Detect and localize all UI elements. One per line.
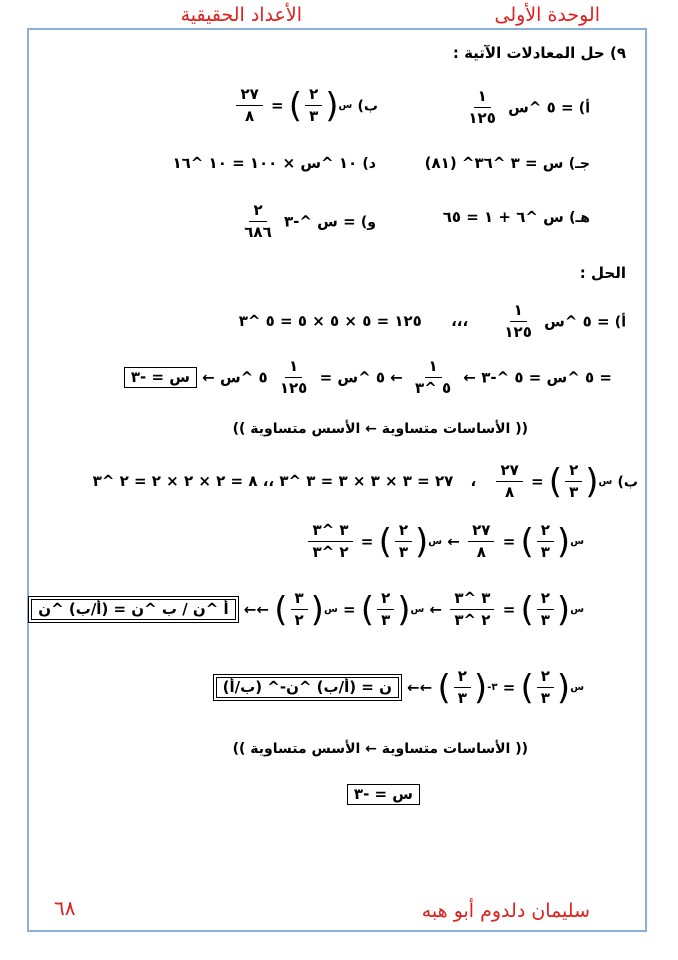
solution-line-5: أ ^ن / ب ^ن = (أ/ب) ^ن ←← ( $\frac{٣}{٢}$ ) س = ( $\frac{٢}{٣}$ ) س ← $\frac{٣ \^{}٣}{٢ \^{}٣}$ = ( $\frac{٢}{٣}$ ) س	[28, 590, 584, 630]
solution-line-3-right: ٢٧ = ٣ × ٣ × ٣ = ٣ ^٣ ،، ٨ = ٢ × ٢ × ٢ = ٢ ^٣	[92, 472, 454, 491]
equation-f	[237, 202, 376, 242]
solution-line-6: (ب/أ) ^-ن = (أ/ب) ^ن ←← ( $\frac{٢}{٣}$ ) -٣ = ( $\frac{٢}{٣}$ ) س	[213, 668, 584, 708]
solution-line-3: ب) $\frac{٢٧}{٨}$ = ( $\frac{٢}{٣}$ ) س ، ٢٧ = ٣ × ٣ × ٣ = ٣ ^٣ ،، ٨ = ٢ × ٢ × ٢ = ٢ ^٣	[92, 461, 638, 502]
question-heading	[453, 46, 626, 61]
solution-line-1: أ) $\frac{١}{١٢٥}$ ٥ ^س = ،،، ١٢٥ = ٥ × ٥ × ٥ = ٥ ^٣	[238, 301, 626, 342]
equation-d	[172, 156, 376, 171]
question-text: حل المعادلات الآتية :	[452, 44, 605, 62]
solution-line-1-right: ١٢٥ = ٥ × ٥ × ٥ = ٥ ^٣	[238, 312, 422, 331]
equation-e-label: هـ)	[569, 210, 590, 226]
note-equal-bases-2: (( الأساسات متساوية ← الأسس متساوية ))	[232, 741, 528, 757]
equation-b	[233, 86, 378, 126]
equation-b-label: ب)	[357, 98, 378, 115]
equation-f-label: و)	[360, 214, 376, 231]
question-number: ٩)	[609, 44, 626, 62]
equation-f-fraction: $\frac{٢}{٦٨٦}$	[244, 201, 272, 242]
equation-e-body: س ^٦ + ١ = ٦٥	[442, 208, 564, 226]
equation-b-base: ( $\frac{٢}{٣}$ ) س	[288, 85, 353, 126]
unit-title: الوحدة الأولى	[494, 4, 600, 26]
rule-box-negative-exponent: (ب/أ) ^-ن = (أ/ب) ^ن	[213, 674, 402, 701]
topic-title: الأعداد الحقيقية	[180, 4, 302, 26]
solution-title: الحل :	[579, 264, 626, 282]
note-equal-bases-1: (( الأساسات متساوية ← الأسس متساوية ))	[232, 421, 528, 437]
solution-line-4: $\frac{٣ \^{}٣}{٢ \^{}٣}$ = ( $\frac{٢}{٣}$ ) س ← $\frac{٢٧}{٨}$ = ( $\frac{٢}{٣}$ ) س	[305, 522, 584, 562]
equation-c-label: جـ)	[568, 156, 590, 172]
equation-a	[461, 88, 590, 128]
equation-b-body: $\frac{٢٧}{٨}$ = ( $\frac{٢}{٣}$ ) س	[233, 86, 352, 126]
equation-d-body: ١٠ ^س × ١٠٠ = ١٠ ^١٦	[172, 154, 358, 172]
solution-line-2: س = -٣ ← ٥ ^س = ٥ ^-٣ ← $\frac{١}{٥ \^{}٣}$ ← ٥ ^س = $\frac{١}{١٢٥}$ ٥ ^س =	[124, 358, 612, 398]
page-number: ٦٨	[54, 896, 76, 920]
author-name: سليمان دلدوم أبو هبه	[421, 900, 590, 922]
equation-c-body: (٨١) ^س = ٣ ^٣٦	[424, 154, 564, 172]
rule-box-power-of-quotient: أ ^ن / ب ^ن = (أ/ب) ^ن	[28, 596, 238, 623]
final-answer	[347, 784, 420, 805]
result-box-b: س = -٣	[347, 784, 420, 805]
result-box-a: س = -٣	[124, 367, 197, 388]
equation-e	[443, 210, 590, 225]
equation-a-label: أ)	[578, 100, 590, 117]
equation-c	[425, 156, 590, 171]
equation-f-body: $\frac{٢}{٦٨٦}$ س ^-٣ =	[237, 202, 355, 242]
equation-d-label: د)	[362, 156, 376, 172]
equation-a-body: $\frac{١}{١٢٥}$ ٥ ^س =	[461, 88, 573, 128]
equation-b-rhs-fraction: $\frac{٢٧}{٨}$	[236, 86, 262, 126]
equation-a-fraction: $\frac{١}{١٢٥}$	[468, 87, 496, 128]
